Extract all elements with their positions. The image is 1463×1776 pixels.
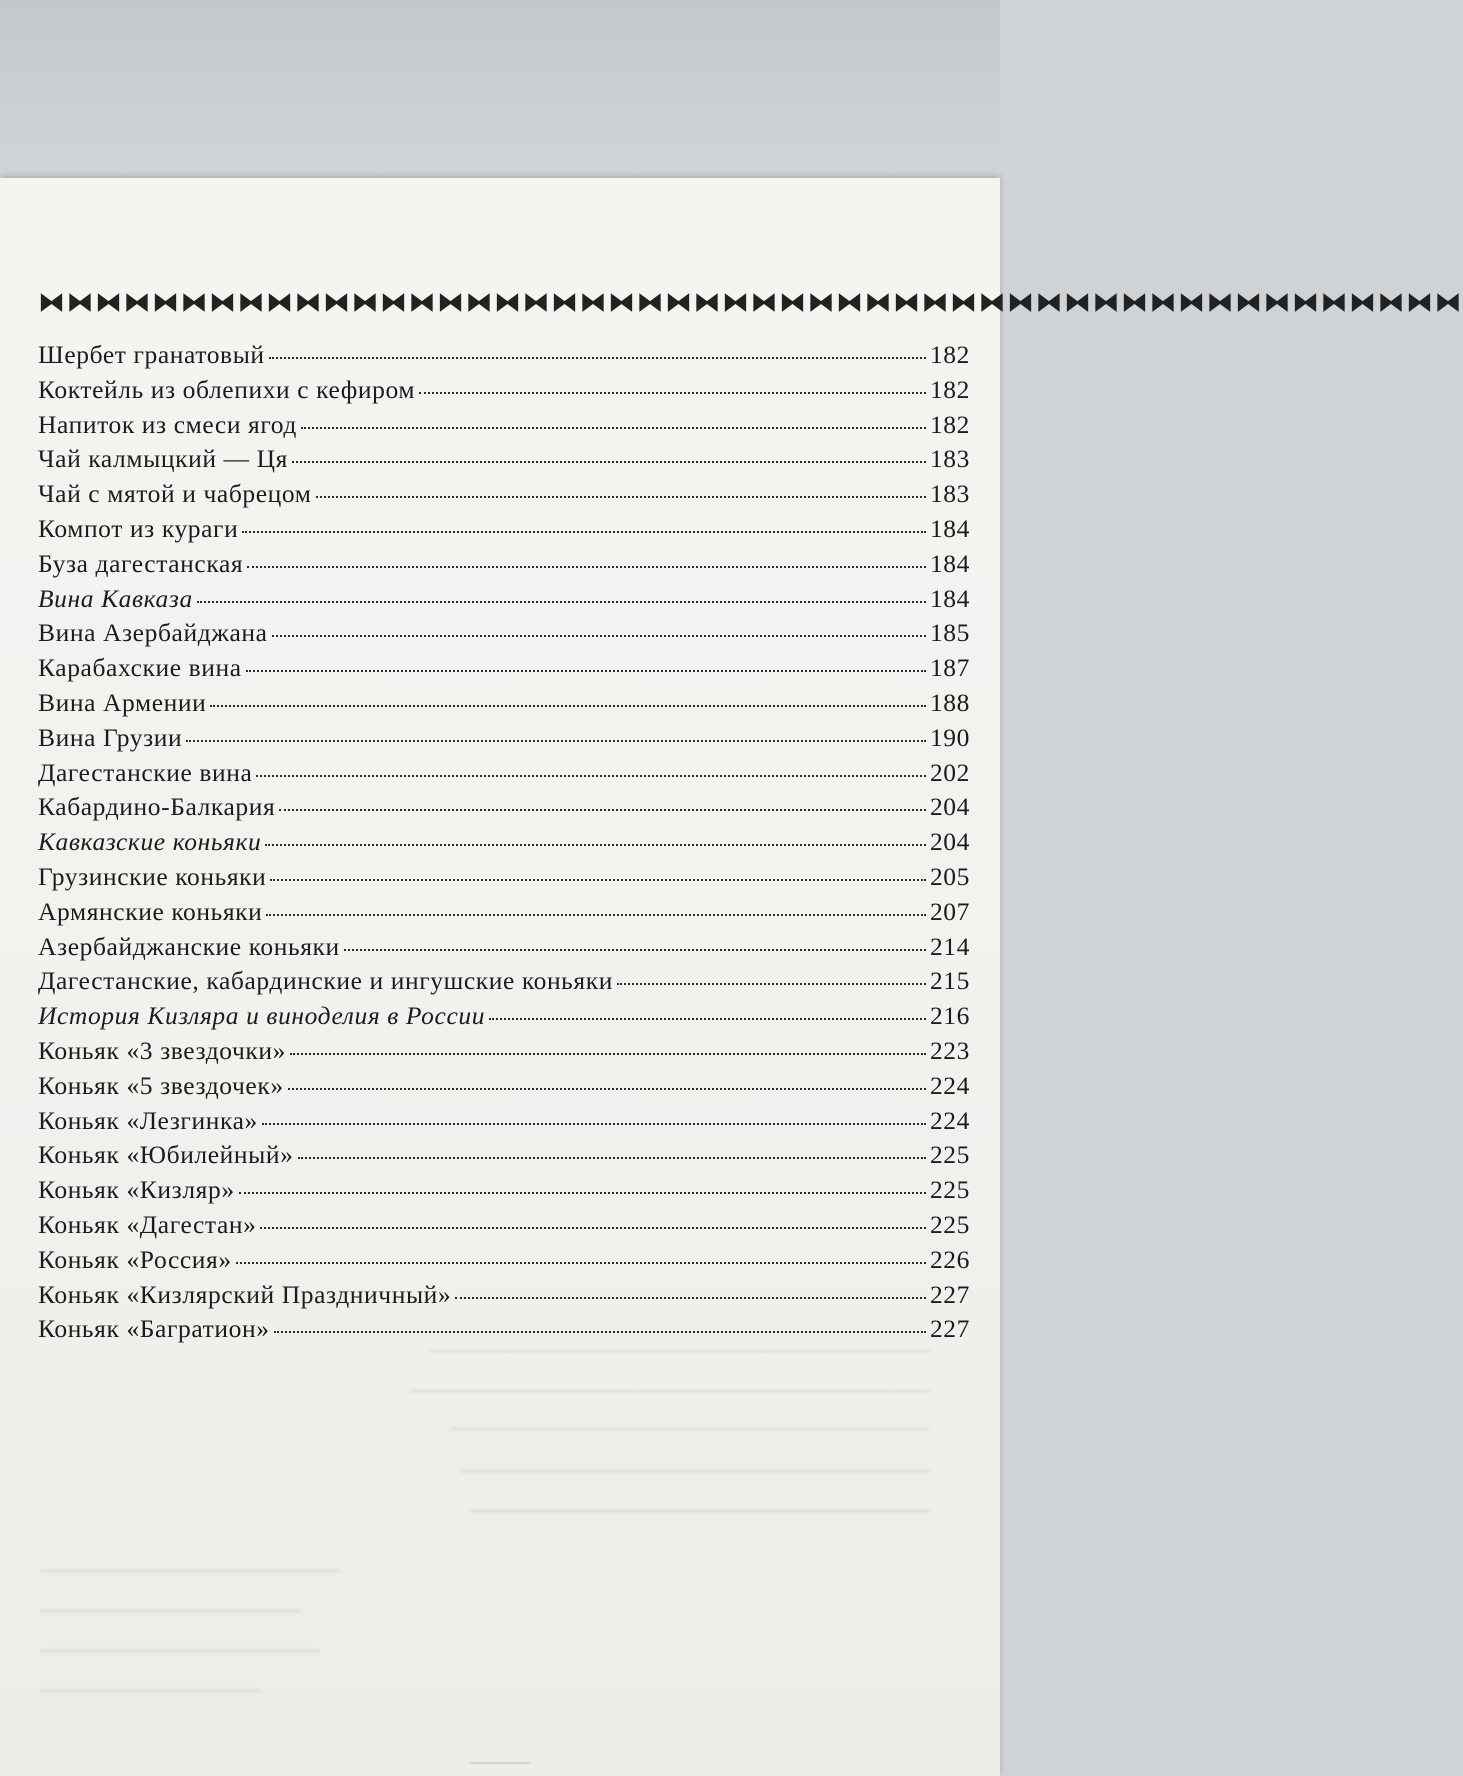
toc-entry-page: 202 <box>929 757 970 787</box>
dot-leader <box>256 775 926 777</box>
toc-entry <box>38 479 970 514</box>
toc-entry <box>38 375 970 410</box>
dot-leader <box>292 461 926 463</box>
toc-entry-title: Чай калмыцкий — Ця <box>38 444 288 474</box>
dot-leader <box>265 844 926 846</box>
toc-entry-title: Коньяк «Кизляр» <box>38 1175 235 1205</box>
toc-entry-page: 223 <box>929 1035 970 1065</box>
dot-leader <box>210 705 926 707</box>
toc-entry <box>38 932 970 967</box>
toc-entry-page: 182 <box>929 374 970 404</box>
ornamental-border: ⧓⧓⧓⧓⧓⧓⧓⧓⧓⧓⧓⧓⧓⧓⧓⧓⧓⧓⧓⧓⧓⧓⧓⧓⧓⧓⧓⧓⧓⧓⧓⧓⧓⧓⧓⧓⧓⧓⧓⧓⧓⧓⧓⧓⧓⧓⧓⧓⧓⧓ <box>38 287 1463 317</box>
toc-entry <box>38 549 970 584</box>
toc-entry-page: 184 <box>929 583 970 613</box>
toc-entry-page: 204 <box>929 792 970 822</box>
toc-entry-title: Вина Грузии <box>38 722 183 752</box>
toc-entry-page: 185 <box>929 618 970 648</box>
dot-leader <box>298 1157 926 1159</box>
toc-entry-title: Коньяк «Россия» <box>38 1244 232 1274</box>
dot-leader <box>260 1227 925 1229</box>
toc-entry <box>38 827 970 862</box>
dot-leader <box>262 1123 926 1125</box>
toc-entry-title: Коньяк «Лезгинка» <box>38 1105 258 1135</box>
toc-entry-page: 184 <box>929 548 970 578</box>
toc-entry-page: 183 <box>929 444 970 474</box>
dot-leader <box>246 670 926 672</box>
dot-leader <box>279 809 926 811</box>
toc-entry-page: 183 <box>929 479 970 509</box>
toc-entry-page: 190 <box>929 722 970 752</box>
toc-entry-title: Коньяк «5 звездочек» <box>38 1070 284 1100</box>
dot-leader <box>270 879 926 881</box>
toc-entry-page: 205 <box>929 861 970 891</box>
toc-entry <box>38 1001 970 1036</box>
dot-leader <box>316 496 926 498</box>
toc-entry-page: 225 <box>929 1175 970 1205</box>
dot-leader <box>301 427 926 429</box>
toc-entry <box>38 966 970 1001</box>
toc-entry-title: Дагестанские вина <box>38 757 253 787</box>
toc-entry <box>38 514 970 549</box>
toc-entry-title: Кабардино-Балкария <box>38 792 276 822</box>
toc-entry-page: 226 <box>929 1244 970 1274</box>
toc-entry-page: 224 <box>929 1105 970 1135</box>
desk-background <box>0 0 1000 200</box>
dot-leader <box>266 914 926 916</box>
toc-entry-page: 207 <box>929 896 970 926</box>
toc-entry-title: Коньяк «Дагестан» <box>38 1209 257 1239</box>
toc-entry-title: Азербайджанские коньяки <box>38 931 340 961</box>
toc-entry-page: 182 <box>929 409 970 439</box>
toc-entry <box>38 1106 970 1141</box>
dot-leader <box>272 635 926 637</box>
toc-entry <box>38 653 970 688</box>
dot-leader <box>344 949 926 951</box>
toc-entry <box>38 618 970 653</box>
dot-leader <box>186 740 926 742</box>
toc-entry <box>38 792 970 827</box>
toc-entry <box>38 340 970 375</box>
dot-leader <box>236 1262 926 1264</box>
toc-entry <box>38 688 970 723</box>
toc-entry-title: Вина Кавказа <box>38 583 193 613</box>
toc-entry-title: Карабахские вина <box>38 653 242 683</box>
toc-entry-title: Вина Армении <box>38 687 207 717</box>
dot-leader <box>489 1018 926 1020</box>
toc-entry-title: Вина Азербайджана <box>38 618 268 648</box>
dot-leader <box>288 1088 926 1090</box>
toc-entry-page: 227 <box>929 1279 970 1309</box>
toc-entry-title: Буза дагестанская <box>38 548 244 578</box>
toc-entry <box>38 584 970 619</box>
dot-leader <box>242 531 926 533</box>
toc-entry-title: Коньяк «3 звездочки» <box>38 1035 287 1065</box>
dot-leader <box>247 566 926 568</box>
dot-leader <box>269 357 926 359</box>
toc-entry-title: История Кизляра и виноделия в России <box>38 1001 486 1031</box>
dot-leader <box>239 1192 926 1194</box>
toc-entry-page: 215 <box>929 966 970 996</box>
toc-entry-title: Шербет гранатовый <box>38 340 265 369</box>
toc-entry-title: Коктейль из облепихи с кефиром <box>38 374 416 404</box>
toc-entry-title: Коньяк «Юбилейный» <box>38 1140 294 1170</box>
toc-entry-page: 224 <box>929 1070 970 1100</box>
toc-entry-title: Напиток из смеси ягод <box>38 409 297 439</box>
toc-entry-title: Кавказские коньяки <box>38 827 262 857</box>
toc-entry-title: Армянские коньяки <box>38 896 263 926</box>
toc-entry-page: 225 <box>929 1140 970 1170</box>
toc-entry <box>38 1210 970 1245</box>
toc-entry-title: Коньяк «Багратион» <box>38 1314 270 1344</box>
toc-entry <box>38 410 970 445</box>
toc-entry <box>38 758 970 793</box>
toc-entry-title: Коньяк «Кизлярский Праздничный» <box>38 1279 452 1309</box>
toc-entry <box>38 897 970 932</box>
toc-entry-title: Дагестанские, кабардинские и ингушские коньяки <box>38 966 613 996</box>
toc-entry-title: Грузинские коньяки <box>38 861 267 891</box>
dot-leader <box>419 392 926 394</box>
toc-entry-page: 187 <box>929 653 970 683</box>
toc-entry <box>38 1071 970 1106</box>
toc-entry-page: 225 <box>929 1209 970 1239</box>
toc-entry <box>38 1175 970 1210</box>
bleed-through-text <box>30 1310 970 1730</box>
toc-entry-page: 216 <box>929 1001 970 1031</box>
dot-leader <box>617 983 926 985</box>
toc-entry <box>38 1245 970 1280</box>
toc-entry <box>38 444 970 479</box>
toc-entry-page: 214 <box>929 931 970 961</box>
dot-leader <box>455 1297 926 1299</box>
toc-entry-title: Компот из кураги <box>38 513 239 543</box>
toc-entry-page: 188 <box>929 687 970 717</box>
toc-entry-page: 204 <box>929 827 970 857</box>
toc-entry <box>38 862 970 897</box>
table-of-contents <box>38 340 970 1349</box>
toc-entry <box>38 1036 970 1071</box>
toc-entry <box>38 1140 970 1175</box>
toc-entry-page: 184 <box>929 513 970 543</box>
toc-entry-page: 227 <box>929 1314 970 1344</box>
dot-leader <box>197 601 926 603</box>
toc-entry-page: 182 <box>929 340 970 369</box>
toc-entry <box>38 723 970 758</box>
toc-entry-title: Чай с мятой и чабрецом <box>38 479 312 509</box>
dot-leader <box>290 1053 926 1055</box>
page-number-bleed <box>470 1742 530 1764</box>
